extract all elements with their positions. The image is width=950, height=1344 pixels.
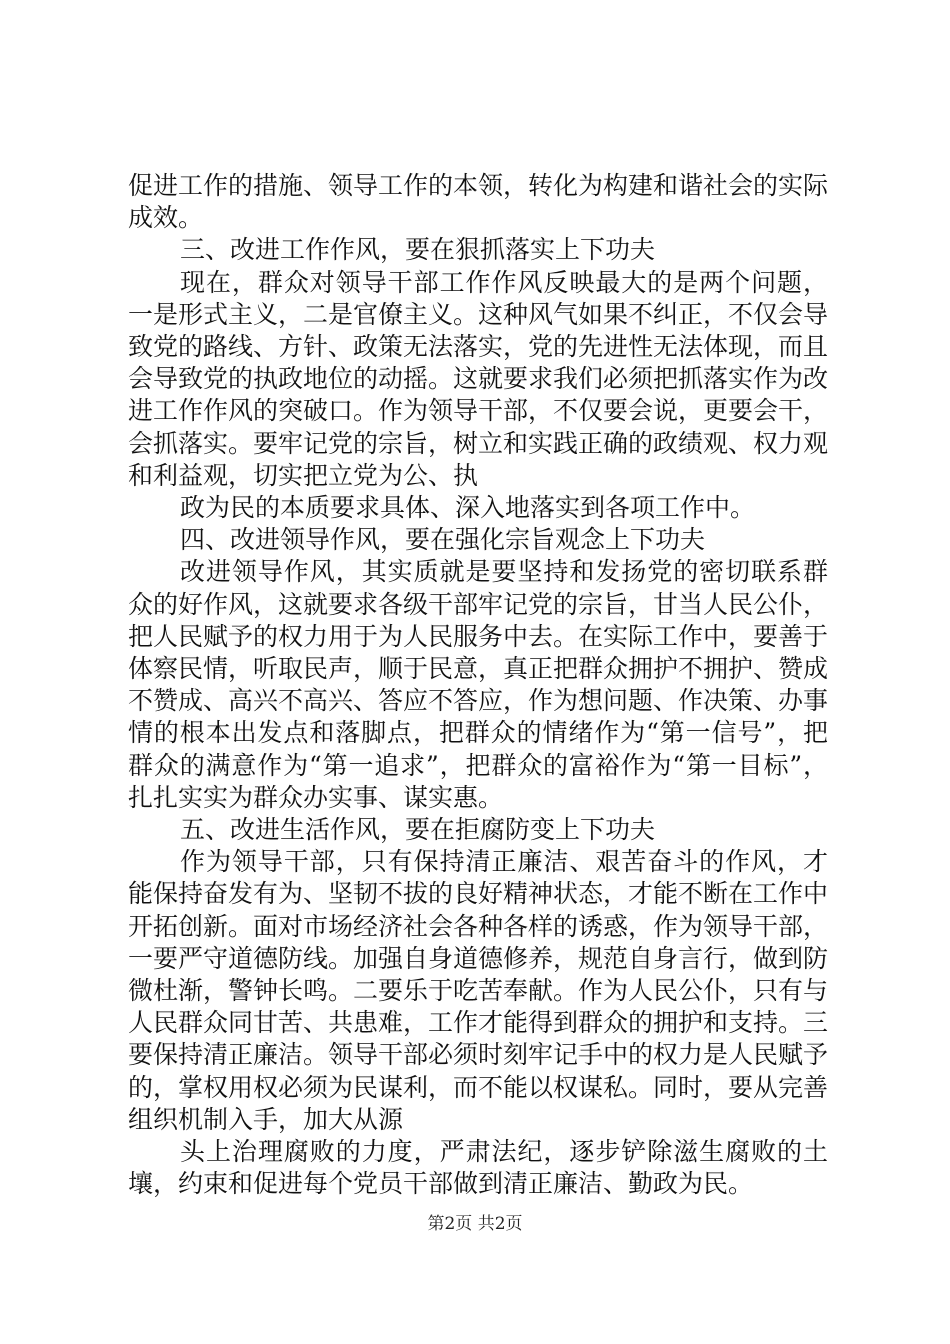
section-heading: 五、改进生活作风，要在拒腐防变上下功夫 xyxy=(180,815,656,845)
paragraph: 头上治理腐败的力度，严肃法纪，逐步铲除滋生腐败的土壤，约束和促进每个党员干部做到清正廉洁、勤政为民。 xyxy=(128,1137,828,1199)
paragraph: 作为领导干部，只有保持清正廉洁、艰苦奋斗的作风，才能保持奋发有为、坚韧不拔的良好精神状态，才能不断在工作中开拓创新。面对市场经济社会各种各样的诱惑，作为领导干部，一要严守道德防线。加强自身道德修养，规范自身言行，做到防微杜渐，警钟长鸣。二要乐于吃苦奉献。作为人民公仆，只有与人民群众同甘苦、共患难，工作才能得到群众的拥护和支持。三要保持清正廉洁。领导干部必须时刻牢记手中的权力是人民赋予的，掌权用权必须为民谋利，而不能以权谋私。同时，要从完善组织机制入手，加大从源 xyxy=(128,847,829,1134)
paragraph: 现在，群众对领导干部工作作风反映最大的是两个问题，一是形式主义，二是官僚主义。这种风气如果不纠正，不仅会导致党的路线、方针、政策无法落实，党的先进性无法体现，而且会导致党的执政地位的动摇。这就要求我们必须把抓落实作为改进工作作风的突破口。作为领导干部，不仅要会说，更要会干，会抓落实。要牢记党的宗旨，树立和实践正确的政绩观、权力观和利益观，切实把立党为公、执 xyxy=(128,267,829,490)
paragraph: 政为民的本质要求具体、深入地落实到各项工作中。 xyxy=(180,493,756,523)
section-heading: 三、改进工作作风，要在狠抓落实上下功夫 xyxy=(180,235,656,265)
paragraph: 改进领导作风，其实质就是要坚持和发扬党的密切联系群众的好作风，这就要求各级干部牢记党的宗旨，甘当人民公仆，把人民赋予的权力用于为人民服务中去。在实际工作中，要善于体察民情，听取民声，顺于民意，真正把群众拥护不拥护、赞成不赞成、高兴不高兴、答应不答应，作为想问题、作决策、办事情的根本出发点和落脚点，把群众的情绪作为“第一信号”，把群众的满意作为“第一追求”，把群众的富裕作为“第一目标”，扎扎实实为群众办实事、谋实惠。 xyxy=(128,557,829,812)
page-number-footer: 第2页 共2页 xyxy=(427,1214,523,1234)
paragraph: 促进工作的措施、领导工作的本领，转化为构建和谐社会的实际成效。 xyxy=(128,171,829,233)
section-heading: 四、改进领导作风，要在强化宗旨观念上下功夫 xyxy=(180,525,706,555)
body-text xyxy=(128,170,828,1201)
